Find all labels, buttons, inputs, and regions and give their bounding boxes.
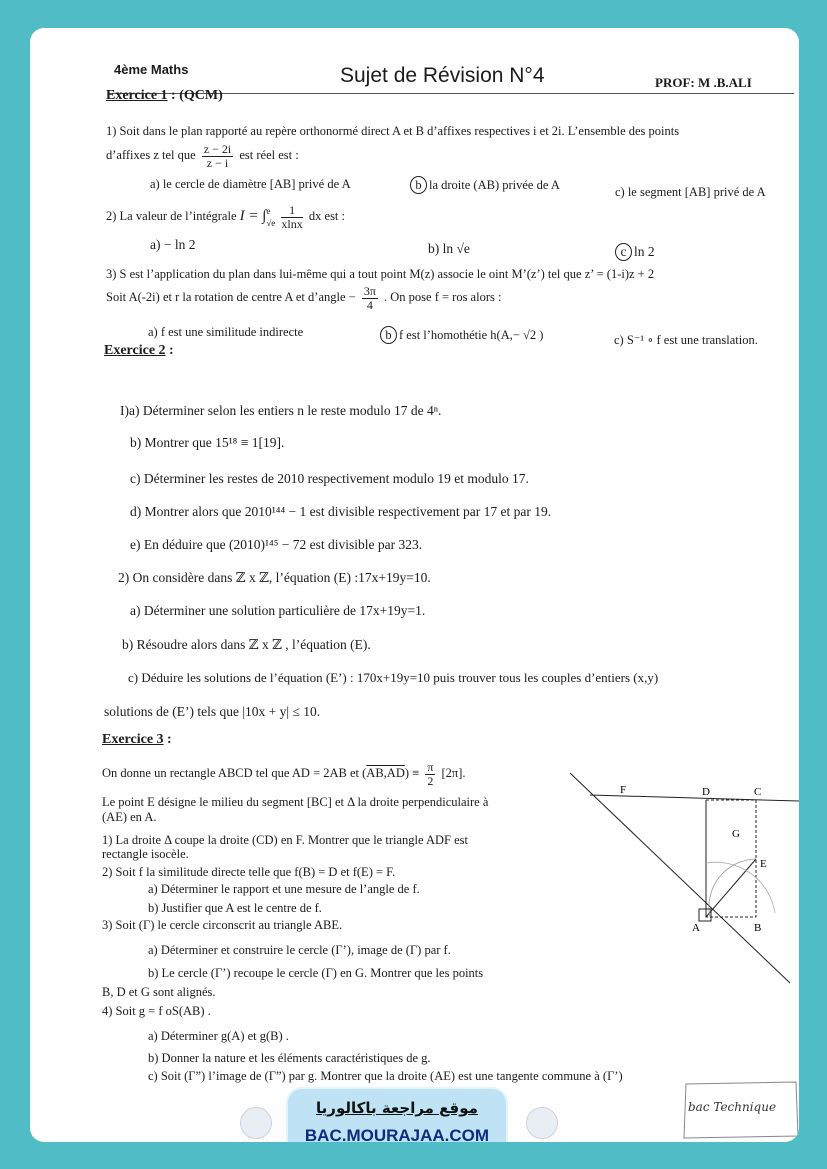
ex3-line: 4) Soit g = f oS(AB) . bbox=[102, 1004, 211, 1018]
ex3-line: rectangle isocèle. bbox=[102, 847, 189, 861]
ex2-line: 2) On considère dans ℤ x ℤ, l’équation (E) :17x+19y=10. bbox=[118, 570, 431, 585]
q3-statement: 3) S est l’application du plan dans lui-même qui a tout point M(z) associe le oint M’(z’) tel que z’ = (1-i)z + 2 bbox=[106, 267, 655, 281]
q3-option-c: c) S⁻¹ ∘ f est une translation. bbox=[614, 333, 758, 347]
ex3-line: 2) Soit f la similitude directe telle que f(B) = D et f(E) = F. bbox=[102, 865, 396, 879]
q3-fraction: $\frac{3\pi}{4}$ bbox=[363, 283, 376, 312]
logo-badge-left bbox=[240, 1107, 272, 1139]
q1-statement: 1) Soit dans le plan rapporté au repère orthonormé direct A et B d’affixes respectives i et 2i. L’ensemble des points bbox=[106, 124, 680, 138]
logo-pill bbox=[288, 1089, 506, 1142]
ex3-line: Le point E désigne le milieu du segment [BC] et Δ la droite perpendiculaire à bbox=[102, 795, 489, 809]
rectangle-abcd bbox=[706, 800, 756, 917]
answer-circle: c bbox=[615, 243, 632, 261]
label-d: D bbox=[702, 786, 710, 798]
q3-option-b: b f est l’homothétie h(A,− √2 ) bbox=[380, 326, 543, 344]
ex2-line: solutions de (E’) tels que |10x + y| ≤ 10. bbox=[104, 704, 321, 719]
exercise3-heading: Exercice 3 : bbox=[102, 732, 172, 747]
ex2-line: a) Déterminer une solution particulière de 17x+19y=1. bbox=[130, 603, 426, 618]
prof-label: PROF: M .B.ALI bbox=[655, 75, 752, 90]
label-f: F bbox=[620, 784, 627, 796]
exam-sheet bbox=[30, 28, 799, 1142]
label-g: G bbox=[732, 828, 740, 840]
label-b: B bbox=[754, 922, 762, 934]
segment-ae bbox=[706, 859, 756, 917]
ex2-line: d) Montrer alors que 2010¹⁴⁴ − 1 est divisible respectivement par 17 et par 19. bbox=[130, 504, 552, 519]
ex3-fraction: $\frac{\pi}{2}$ bbox=[427, 759, 434, 788]
geometry-figure bbox=[560, 763, 799, 993]
q2-fraction: $\frac{1}{xlnx}$ bbox=[281, 202, 303, 231]
site-name-arabic: موقع مراجعة باكالوريا bbox=[316, 1099, 478, 1117]
ex3-line: b) Donner la nature et les éléments caractéristiques de g. bbox=[148, 1051, 431, 1065]
ex2-line: c) Déterminer les restes de 2010 respectivement modulo 19 et modulo 17. bbox=[130, 471, 529, 486]
exercise1-heading: Exercice 1 : (QCM) bbox=[106, 88, 223, 103]
ex3-line: a) Déterminer g(A) et g(B) . bbox=[148, 1029, 289, 1043]
ex3-line: a) Déterminer le rapport et une mesure de l’angle de f. bbox=[148, 882, 420, 896]
ex3-intro: On donne un rectangle ABCD tel que AD = 2AB et (AB,AD) ≡ $\frac{\pi}{2}$ [2π]. bbox=[102, 759, 466, 788]
site-logo[interactable] bbox=[240, 1085, 558, 1142]
logo-badge-right bbox=[526, 1107, 558, 1139]
level-label: 4ème Maths bbox=[114, 62, 189, 77]
ex2-line: b) Montrer que 15¹⁸ ≡ 1[19]. bbox=[130, 435, 285, 450]
q3-option-a: a) f est une similitude indirecte bbox=[148, 325, 304, 339]
ex3-line: c) Soit (Γ”) l’image de (Γ”) par g. Montrer que la droite (AE) est une tangente commune à (Γ’) bbox=[148, 1069, 623, 1083]
label-e: E bbox=[760, 858, 767, 870]
q1-fraction: $\frac{z - 2i}{z - i}$ bbox=[203, 141, 232, 170]
q3-statement-2: Soit A(-2i) et r la rotation de centre A et d’angle − $\frac{3\pi}{4}$ . On pose f = ros alors : bbox=[106, 283, 502, 312]
ex2-line: e) En déduire que (2010)¹⁴⁵ − 72 est divisible par 323. bbox=[130, 537, 423, 552]
ex3-line: (AE) en A. bbox=[102, 810, 157, 824]
brand-watermark bbox=[680, 1078, 799, 1142]
page-title: Sujet de Révision N°4 bbox=[340, 64, 545, 87]
q2-option-c: c ln 2 bbox=[615, 243, 655, 261]
label-a: A bbox=[692, 922, 700, 934]
label-c: C bbox=[754, 786, 762, 798]
q2-statement: 2) La valeur de l’intégrale I = ∫ e √e $\frac{1}{xlnx}$ dx est : bbox=[106, 202, 345, 231]
answer-circle: b bbox=[410, 176, 427, 194]
ex3-line: a) Déterminer et construire le cercle (Γ’), image de (Γ) par f. bbox=[148, 943, 451, 957]
ex3-line: b) Le cercle (Γ’) recoupe le cercle (Γ) en G. Montrer que les points bbox=[148, 966, 484, 980]
q1-option-a: a) le cercle de diamètre [AB] privé de A bbox=[150, 177, 351, 191]
answer-circle: b bbox=[380, 326, 397, 344]
brand-text: bac Technique bbox=[688, 1100, 777, 1114]
ex3-line: B, D et G sont alignés. bbox=[102, 985, 216, 999]
ex3-line: b) Justifier que A est le centre de f. bbox=[148, 901, 322, 915]
exercise2-heading: Exercice 2 : bbox=[104, 343, 174, 358]
ex2-line: I)a) Déterminer selon les entiers n le reste modulo 17 de 4ⁿ. bbox=[120, 403, 442, 418]
line-delta bbox=[570, 773, 790, 983]
ex3-line: 3) Soit (Γ) le cercle circonscrit au triangle ABE. bbox=[102, 918, 343, 932]
ex3-line: 1) La droite Δ coupe la droite (CD) en F. Montrer que le triangle ADF est bbox=[102, 833, 468, 847]
q1-statement-2: d’affixes z tel que $\frac{z - 2i}{z - i}$ est réel est : bbox=[106, 141, 299, 170]
q2-option-b: b) ln √e bbox=[428, 241, 470, 256]
site-url[interactable]: BAC.MOURAJAA.COM bbox=[304, 1126, 490, 1142]
q2-option-a: a) − ln 2 bbox=[150, 237, 196, 252]
q1-option-b: b la droite (AB) privée de A bbox=[410, 176, 560, 194]
ex2-line: c) Déduire les solutions de l’équation (E’) : 170x+19y=10 puis trouver tous les couples d’entiers (x,y) bbox=[128, 670, 659, 685]
ex2-line: b) Résoudre alors dans ℤ x ℤ , l’équation (E). bbox=[122, 637, 371, 652]
q1-option-c: c) le segment [AB] privé de A bbox=[615, 185, 766, 199]
